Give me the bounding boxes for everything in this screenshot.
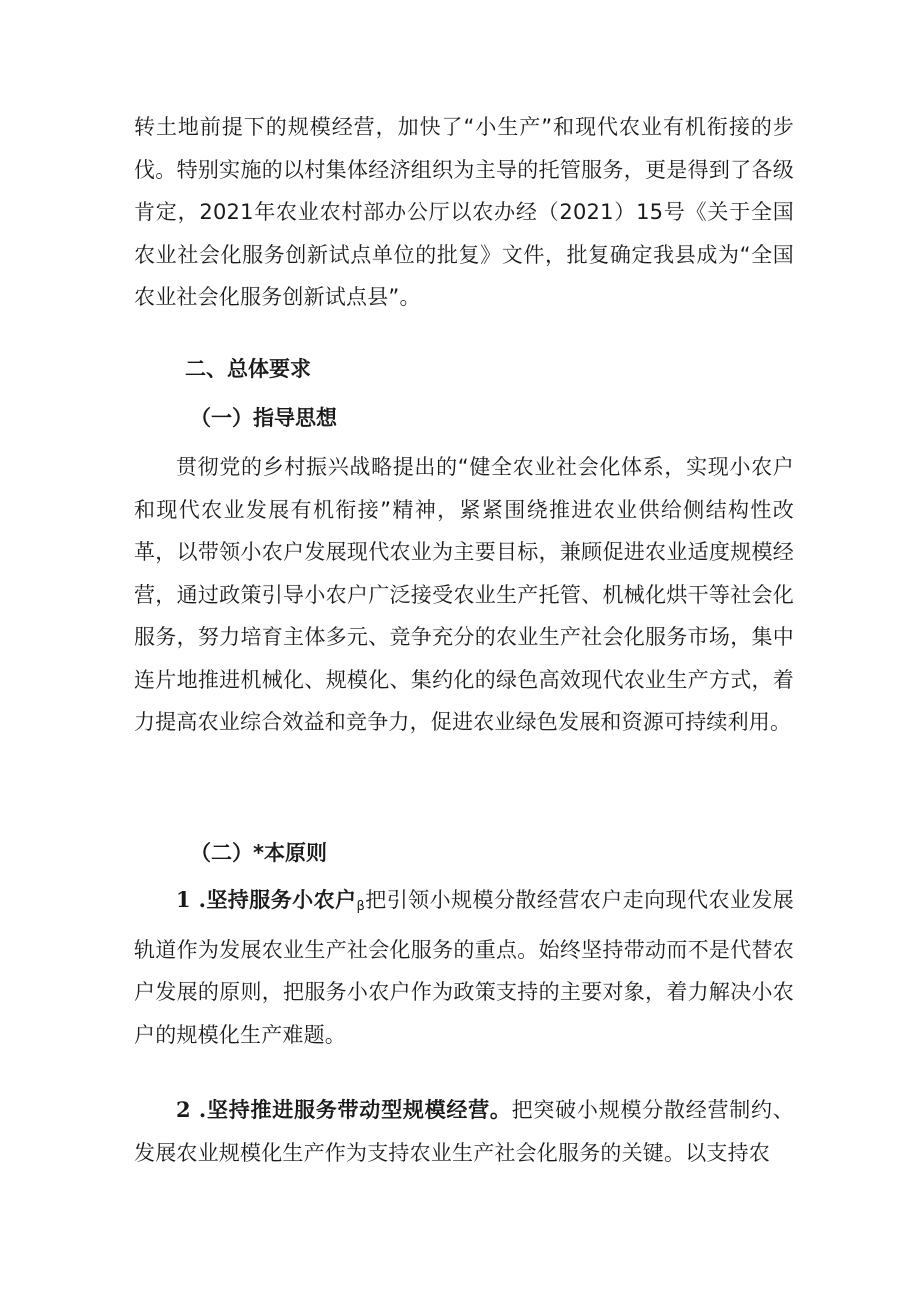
subheading-guiding-ideology: （一）指导思想 [190,406,337,430]
paragraph-intro [134,106,794,319]
paragraph-principle-1 [134,879,794,1056]
subheading-basic-principles: （二）*本原则 [190,841,327,865]
principle-2-number: 2 . [176,1097,207,1122]
paragraph-principle-2 [134,1089,794,1174]
principle-1-number: 1 . [176,887,207,912]
principle-2-title: 坚持推进服务带动型规模经营。 [206,1098,512,1122]
principle-2-text: 把突破小规模分散经营制约、发展农业规模化生产作为支持农业生产社会化服务的关键。以支持农 [134,1098,794,1165]
paragraph-guiding-ideology [134,446,794,744]
principle-1-title: 坚持服务小农户 [206,888,357,912]
paragraph-text: 转土地前提下的规模经营，加快了“小生产”和现代农业有机衔接的步伐。特别实施的以村集体经济组织为主导的托管服务，更是得到了各级肯定，2021年农业农村部办公厅以农办经（2021）15号《关于全国农业社会化服务创新试点单位的批复》文件，批复确定我县成为“全国农业社会化服务创新试点县”。 [134,115,794,309]
section-heading-overall-requirements: 二、总体要求 [185,357,311,381]
principle-1-mark: β [356,899,365,914]
paragraph-text: 贯彻党的乡村振兴战略提出的“健全农业社会化体系，实现小农户和现代农业发展有机衔接”精神，紧紧围绕推进农业供给侧结构性改革，以带领小农户发展现代农业为主要目标，兼顾促进农业适度规模经营，通过政策引导小农户广泛接受农业生产托管、机械化烘干等社会化服务，努力培育主体多元、竞争充分的农业生产社会化服务市场，集中连片地推进机械化、规模化、集约化的绿色高效现代农业生产方式，着力提高农业综合效益和竞争力，促进农业绿色发展和资源可持续利用。 [134,455,794,734]
principle-1-text: 把引领小规模分散经营农户走向现代农业发展轨道作为发展农业生产社会化服务的重点。始终坚持带动而不是代替农户发展的原则，把服务小农户作为政策支持的主要对象，着力解决小农户的规模化生产难题。 [134,888,794,1047]
